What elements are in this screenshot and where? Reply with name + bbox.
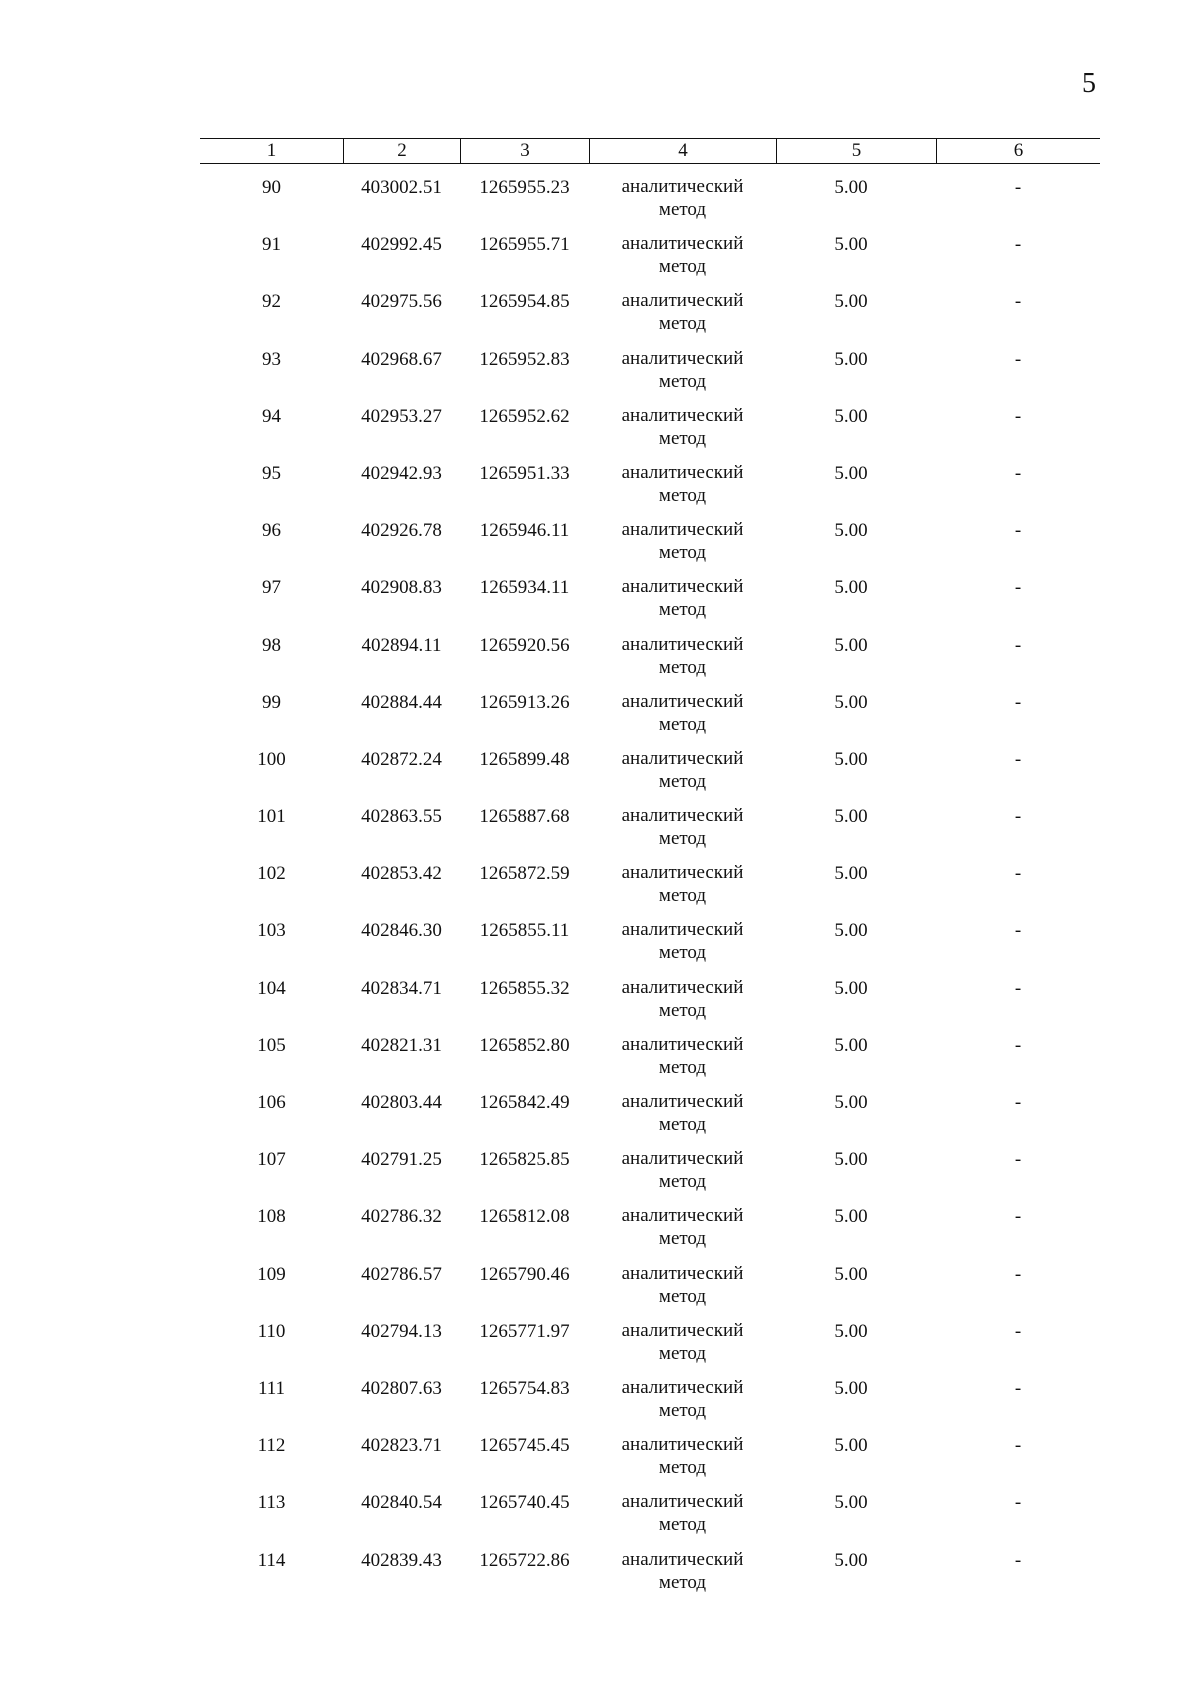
x-coordinate-cell: 402834.71 bbox=[361, 977, 442, 999]
table-row bbox=[200, 1365, 1100, 1422]
table-row bbox=[200, 736, 1100, 793]
x-coordinate-cell: 402807.63 bbox=[361, 1377, 442, 1399]
method-cell bbox=[589, 1365, 776, 1422]
point-number-cell: 104 bbox=[257, 977, 286, 999]
column-header: 1 bbox=[266, 140, 277, 161]
accuracy-cell: 5.00 bbox=[834, 748, 868, 770]
method-text: аналитический bbox=[621, 747, 744, 769]
note-cell: - bbox=[1014, 1034, 1022, 1056]
column-header: 5 bbox=[776, 139, 936, 163]
table-row bbox=[200, 1422, 1100, 1479]
table-row bbox=[200, 393, 1100, 450]
point-number-cell: 103 bbox=[257, 920, 286, 942]
table-row bbox=[200, 1193, 1100, 1250]
point-number-cell: 95 bbox=[262, 462, 281, 484]
method-cell bbox=[589, 1537, 776, 1594]
accuracy-cell: 5.00 bbox=[834, 177, 868, 198]
column-header: 2 bbox=[343, 139, 460, 163]
y-coordinate-cell: 1265920.56 bbox=[479, 634, 570, 656]
point-number-cell: 107 bbox=[257, 1149, 286, 1171]
point-number-cell: 108 bbox=[257, 1206, 286, 1228]
x-coordinate-cell: 402872.24 bbox=[361, 748, 442, 770]
method-text: аналитический bbox=[621, 690, 744, 712]
method-text: метод bbox=[658, 1571, 707, 1593]
method-cell bbox=[589, 278, 776, 335]
y-coordinate-cell: 1265790.46 bbox=[479, 1263, 570, 1285]
y-coordinate-cell: 1265951.33 bbox=[479, 462, 570, 484]
method-cell bbox=[589, 564, 776, 621]
x-coordinate-cell: 402908.83 bbox=[361, 577, 442, 599]
note-cell: - bbox=[1014, 1263, 1022, 1285]
method-cell bbox=[589, 1479, 776, 1536]
y-coordinate-cell: 1265899.48 bbox=[479, 748, 570, 770]
table-row bbox=[200, 679, 1100, 736]
x-coordinate-cell: 402791.25 bbox=[361, 1149, 442, 1171]
method-cell bbox=[589, 450, 776, 507]
method-text: метод bbox=[658, 942, 707, 964]
x-coordinate-cell: 402786.57 bbox=[361, 1263, 442, 1285]
y-coordinate-cell: 1265855.32 bbox=[479, 977, 570, 999]
table-body bbox=[200, 164, 1100, 1594]
method-text: метод bbox=[658, 484, 707, 506]
method-text: аналитический bbox=[621, 1548, 744, 1570]
point-number-cell: 91 bbox=[262, 234, 281, 256]
x-coordinate-cell: 402823.71 bbox=[361, 1435, 442, 1457]
table-row bbox=[200, 1079, 1100, 1136]
note-cell: - bbox=[1014, 520, 1022, 542]
point-number-cell: 112 bbox=[257, 1435, 286, 1457]
table-row bbox=[200, 793, 1100, 850]
table-row bbox=[200, 336, 1100, 393]
table-row bbox=[200, 221, 1100, 278]
method-cell bbox=[589, 736, 776, 793]
x-coordinate-cell: 402953.27 bbox=[361, 405, 442, 427]
x-coordinate-cell: 402821.31 bbox=[361, 1034, 442, 1056]
table-row bbox=[200, 622, 1100, 679]
y-coordinate-cell: 1265825.85 bbox=[479, 1149, 570, 1171]
method-cell bbox=[589, 507, 776, 564]
note-cell: - bbox=[1014, 1149, 1022, 1171]
accuracy-cell: 5.00 bbox=[834, 691, 868, 713]
method-text: аналитический bbox=[621, 1033, 744, 1055]
method-cell bbox=[589, 221, 776, 278]
method-cell bbox=[589, 336, 776, 393]
method-text: метод bbox=[658, 656, 707, 678]
method-text: метод bbox=[658, 1457, 707, 1479]
method-text: аналитический bbox=[621, 1376, 744, 1398]
accuracy-cell: 5.00 bbox=[834, 920, 868, 942]
point-number-cell: 106 bbox=[257, 1092, 286, 1113]
note-cell: - bbox=[1014, 748, 1022, 770]
column-header: 3 bbox=[460, 139, 589, 163]
table-row bbox=[200, 965, 1100, 1022]
accuracy-cell: 5.00 bbox=[834, 1034, 868, 1056]
accuracy-cell: 5.00 bbox=[834, 1549, 868, 1571]
x-coordinate-cell: 402786.32 bbox=[361, 1206, 442, 1228]
note-cell: - bbox=[1014, 1492, 1022, 1514]
x-coordinate-cell: 402794.13 bbox=[361, 1320, 442, 1342]
accuracy-cell: 5.00 bbox=[834, 977, 868, 999]
method-cell bbox=[589, 1022, 776, 1079]
point-number-cell: 110 bbox=[257, 1320, 286, 1342]
method-text: аналитический bbox=[621, 633, 744, 655]
point-number-cell: 101 bbox=[257, 806, 286, 828]
y-coordinate-cell: 1265812.08 bbox=[479, 1206, 570, 1228]
point-number-cell: 97 bbox=[262, 577, 281, 599]
table-row bbox=[200, 1537, 1100, 1594]
method-text: аналитический bbox=[621, 1319, 744, 1341]
point-number-cell: 102 bbox=[257, 863, 286, 885]
table-row bbox=[200, 1251, 1100, 1308]
page-number: 5 bbox=[1082, 68, 1096, 99]
method-text: метод bbox=[658, 1114, 707, 1135]
note-cell: - bbox=[1014, 691, 1022, 713]
method-cell bbox=[589, 1079, 776, 1136]
x-coordinate-cell: 402894.11 bbox=[361, 634, 442, 656]
note-cell: - bbox=[1014, 1377, 1022, 1399]
y-coordinate-cell: 1265740.45 bbox=[479, 1492, 570, 1514]
y-coordinate-cell: 1265855.11 bbox=[479, 920, 570, 942]
method-text: метод bbox=[658, 828, 707, 850]
method-text: метод bbox=[658, 1514, 707, 1536]
accuracy-cell: 5.00 bbox=[834, 462, 868, 484]
x-coordinate-cell: 402853.42 bbox=[361, 863, 442, 885]
note-cell: - bbox=[1014, 1320, 1022, 1342]
method-cell bbox=[589, 679, 776, 736]
accuracy-cell: 5.00 bbox=[834, 634, 868, 656]
accuracy-cell: 5.00 bbox=[834, 348, 868, 370]
point-number-cell: 114 bbox=[257, 1549, 286, 1571]
note-cell: - bbox=[1014, 977, 1022, 999]
method-text: аналитический bbox=[621, 1148, 744, 1170]
point-number-cell: 99 bbox=[262, 691, 281, 713]
method-text: метод bbox=[658, 599, 707, 621]
y-coordinate-cell: 1265887.68 bbox=[479, 806, 570, 828]
accuracy-cell: 5.00 bbox=[834, 405, 868, 427]
note-cell: - bbox=[1014, 1092, 1022, 1113]
method-text: метод bbox=[658, 1228, 707, 1250]
table-row bbox=[200, 907, 1100, 964]
x-coordinate-cell: 402968.67 bbox=[361, 348, 442, 370]
table-row bbox=[200, 278, 1100, 335]
table-row bbox=[200, 1308, 1100, 1365]
point-number-cell: 98 bbox=[262, 634, 281, 656]
method-cell bbox=[589, 164, 776, 221]
accuracy-cell: 5.00 bbox=[834, 577, 868, 599]
accuracy-cell: 5.00 bbox=[834, 1492, 868, 1514]
method-text: аналитический bbox=[621, 519, 744, 541]
y-coordinate-cell: 1265771.97 bbox=[479, 1320, 570, 1342]
method-text: метод bbox=[658, 1285, 707, 1307]
note-cell: - bbox=[1014, 634, 1022, 656]
method-cell bbox=[589, 1193, 776, 1250]
method-text: метод bbox=[658, 713, 707, 735]
x-coordinate-cell: 402942.93 bbox=[361, 462, 442, 484]
table-row bbox=[200, 164, 1100, 221]
accuracy-cell: 5.00 bbox=[834, 1149, 868, 1171]
method-text: метод bbox=[658, 313, 707, 335]
note-cell: - bbox=[1014, 1549, 1022, 1571]
y-coordinate-cell: 1265745.45 bbox=[479, 1435, 570, 1457]
accuracy-cell: 5.00 bbox=[834, 1320, 868, 1342]
method-text: метод bbox=[658, 1171, 707, 1193]
x-coordinate-cell: 402884.44 bbox=[361, 691, 442, 713]
method-cell bbox=[589, 793, 776, 850]
note-cell: - bbox=[1014, 348, 1022, 370]
method-text: метод bbox=[658, 542, 707, 564]
accuracy-cell: 5.00 bbox=[834, 863, 868, 885]
method-text: аналитический bbox=[621, 1434, 744, 1456]
y-coordinate-cell: 1265722.86 bbox=[479, 1549, 570, 1571]
method-text: метод bbox=[658, 1342, 707, 1364]
method-text: аналитический bbox=[621, 176, 744, 197]
y-coordinate-cell: 1265842.49 bbox=[479, 1092, 570, 1113]
y-coordinate-cell: 1265852.80 bbox=[479, 1034, 570, 1056]
accuracy-cell: 5.00 bbox=[834, 1435, 868, 1457]
table-row bbox=[200, 507, 1100, 564]
method-cell bbox=[589, 907, 776, 964]
note-cell: - bbox=[1014, 863, 1022, 885]
method-cell bbox=[589, 1308, 776, 1365]
point-number-cell: 94 bbox=[262, 405, 281, 427]
note-cell: - bbox=[1014, 462, 1022, 484]
method-cell bbox=[589, 622, 776, 679]
accuracy-cell: 5.00 bbox=[834, 520, 868, 542]
method-text: метод bbox=[658, 199, 707, 220]
point-number-cell: 92 bbox=[262, 291, 281, 313]
y-coordinate-cell: 1265934.11 bbox=[479, 577, 570, 599]
y-coordinate-cell: 1265952.62 bbox=[479, 405, 570, 427]
method-text: аналитический bbox=[621, 1262, 744, 1284]
method-text: аналитический bbox=[621, 919, 744, 941]
y-coordinate-cell: 1265955.23 bbox=[479, 177, 570, 198]
point-number-cell: 96 bbox=[262, 520, 281, 542]
accuracy-cell: 5.00 bbox=[834, 1377, 868, 1399]
note-cell: - bbox=[1014, 920, 1022, 942]
method-text: метод bbox=[658, 370, 707, 392]
y-coordinate-cell: 1265955.71 bbox=[479, 234, 570, 256]
point-number-cell: 93 bbox=[262, 348, 281, 370]
point-number-cell: 111 bbox=[257, 1377, 286, 1399]
note-cell: - bbox=[1014, 577, 1022, 599]
method-cell bbox=[589, 850, 776, 907]
y-coordinate-cell: 1265913.26 bbox=[479, 691, 570, 713]
accuracy-cell: 5.00 bbox=[834, 1206, 868, 1228]
method-text: аналитический bbox=[621, 1091, 744, 1112]
method-text: аналитический bbox=[621, 976, 744, 998]
note-cell: - bbox=[1014, 291, 1022, 313]
method-text: аналитический bbox=[621, 347, 744, 369]
x-coordinate-cell: 402992.45 bbox=[361, 234, 442, 256]
method-text: аналитический bbox=[621, 576, 744, 598]
note-cell: - bbox=[1014, 177, 1022, 198]
method-text: метод bbox=[658, 1399, 707, 1421]
table-row bbox=[200, 1479, 1100, 1536]
accuracy-cell: 5.00 bbox=[834, 1092, 868, 1113]
method-text: метод bbox=[658, 1056, 707, 1078]
x-coordinate-cell: 402846.30 bbox=[361, 920, 442, 942]
method-text: метод bbox=[658, 256, 707, 278]
note-cell: - bbox=[1014, 234, 1022, 256]
accuracy-cell: 5.00 bbox=[834, 806, 868, 828]
x-coordinate-cell: 402803.44 bbox=[361, 1092, 442, 1113]
column-header: 4 bbox=[589, 139, 776, 163]
method-text: аналитический bbox=[621, 404, 744, 426]
x-coordinate-cell: 402926.78 bbox=[361, 520, 442, 542]
method-text: аналитический bbox=[621, 1205, 744, 1227]
note-cell: - bbox=[1014, 1435, 1022, 1457]
point-number-cell: 90 bbox=[262, 177, 281, 198]
table-header bbox=[200, 138, 1100, 164]
x-coordinate-cell: 402840.54 bbox=[361, 1492, 442, 1514]
x-coordinate-cell: 402839.43 bbox=[361, 1549, 442, 1571]
method-cell bbox=[589, 965, 776, 1022]
x-coordinate-cell: 402863.55 bbox=[361, 806, 442, 828]
method-text: аналитический bbox=[621, 862, 744, 884]
y-coordinate-cell: 1265754.83 bbox=[479, 1377, 570, 1399]
point-number-cell: 100 bbox=[257, 748, 286, 770]
table-row bbox=[200, 1022, 1100, 1079]
accuracy-cell: 5.00 bbox=[834, 291, 868, 313]
method-text: аналитический bbox=[621, 1491, 744, 1513]
y-coordinate-cell: 1265954.85 bbox=[479, 291, 570, 313]
method-cell bbox=[589, 1422, 776, 1479]
method-text: аналитический bbox=[621, 233, 744, 255]
y-coordinate-cell: 1265872.59 bbox=[479, 863, 570, 885]
table-row bbox=[200, 564, 1100, 621]
accuracy-cell: 5.00 bbox=[834, 234, 868, 256]
column-header: 6 bbox=[936, 139, 1100, 163]
method-cell bbox=[589, 1136, 776, 1193]
method-text: метод bbox=[658, 427, 707, 449]
method-cell bbox=[589, 1251, 776, 1308]
method-text: метод bbox=[658, 999, 707, 1021]
x-coordinate-cell: 402975.56 bbox=[361, 291, 442, 313]
y-coordinate-cell: 1265952.83 bbox=[479, 348, 570, 370]
method-text: метод bbox=[658, 770, 707, 792]
method-text: аналитический bbox=[621, 461, 744, 483]
method-text: аналитический bbox=[621, 290, 744, 312]
x-coordinate-cell: 403002.51 bbox=[361, 177, 442, 198]
note-cell: - bbox=[1014, 405, 1022, 427]
method-text: аналитический bbox=[621, 805, 744, 827]
coordinates-table bbox=[200, 138, 1100, 1594]
point-number-cell: 113 bbox=[257, 1492, 286, 1514]
note-cell: - bbox=[1014, 806, 1022, 828]
table-row bbox=[200, 450, 1100, 507]
table-row bbox=[200, 1136, 1100, 1193]
point-number-cell: 105 bbox=[257, 1034, 286, 1056]
table-row bbox=[200, 850, 1100, 907]
method-text: метод bbox=[658, 885, 707, 907]
y-coordinate-cell: 1265946.11 bbox=[479, 520, 570, 542]
method-cell bbox=[589, 393, 776, 450]
note-cell: - bbox=[1014, 1206, 1022, 1228]
accuracy-cell: 5.00 bbox=[834, 1263, 868, 1285]
point-number-cell: 109 bbox=[257, 1263, 286, 1285]
